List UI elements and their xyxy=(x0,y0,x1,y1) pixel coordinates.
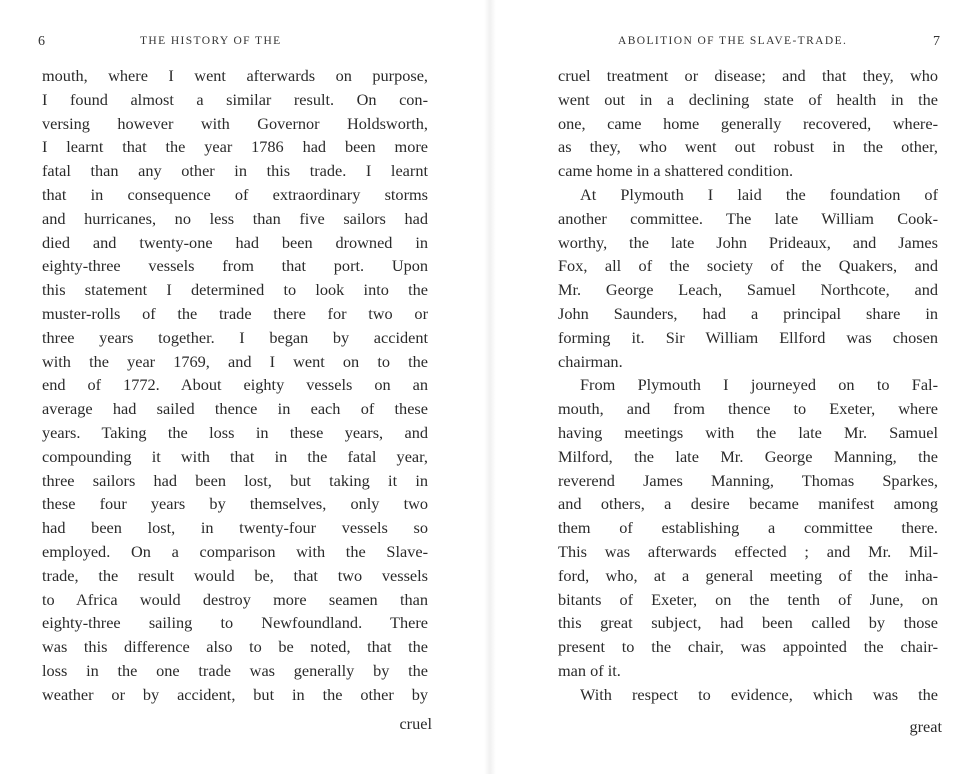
text-line: employed. On a comparison with the Slave- xyxy=(42,541,428,561)
text-line: I learnt that the year 1786 had been more xyxy=(42,137,428,157)
text-line: this great subject, had been called by those xyxy=(558,613,938,633)
text-line: fatal than any other in this trade. I learnt xyxy=(42,161,428,181)
right-page-number: 7 xyxy=(933,34,940,49)
text-line: and others, a desire became manifest among xyxy=(558,494,938,514)
text-line: muster-rolls of the trade there for two or xyxy=(42,303,428,323)
left-page xyxy=(0,0,480,774)
text-line: one, came home generally recovered, where- xyxy=(558,113,938,133)
left-running-head: THE HISTORY OF THE xyxy=(140,35,282,47)
text-line: mouth, and from thence to Exeter, where xyxy=(558,399,938,419)
text-line: eighty-three sailing to Newfoundland. There xyxy=(42,613,428,633)
text-line: compounding it with that in the fatal year, xyxy=(42,446,428,466)
text-line: present to the chair, was appointed the chair- xyxy=(558,637,938,657)
right-page-header xyxy=(560,34,950,52)
right-running-head: ABOLITION OF THE SLAVE-TRADE. xyxy=(618,35,848,47)
text-line: versing however with Governor Holdsworth, xyxy=(42,113,428,133)
text-line: three sailors had been lost, but taking it in xyxy=(42,470,428,490)
left-catchword: cruel xyxy=(399,714,432,733)
text-line: mouth, where I went afterwards on purpose, xyxy=(42,66,428,85)
text-line: man of it. xyxy=(558,660,621,680)
right-page-text xyxy=(558,64,938,707)
text-line: another committee. The late William Cook- xyxy=(558,208,938,228)
text-line: From Plymouth I journeyed on to Fal- xyxy=(580,375,938,395)
text-line: them of establishing a committee there. xyxy=(558,518,938,538)
text-line: Milford, the late Mr. George Manning, the xyxy=(558,446,938,466)
text-line: Fox, all of the society of the Quakers, and xyxy=(558,256,938,276)
text-line: chairman. xyxy=(558,351,623,371)
text-line: loss in the one trade was generally by the xyxy=(42,660,428,680)
left-page-header xyxy=(38,34,458,52)
text-line: bitants of Exeter, on the tenth of June, on xyxy=(558,589,938,609)
text-line: This was afterwards effected ; and Mr. Mil- xyxy=(558,541,938,561)
text-line: I found almost a similar result. On con- xyxy=(42,89,428,109)
text-line: forming it. Sir William Ellford was chosen xyxy=(558,327,938,347)
text-line: having meetings with the late Mr. Samuel xyxy=(558,422,938,442)
text-line: came home in a shattered condition. xyxy=(558,161,794,181)
book-gutter xyxy=(484,0,496,774)
text-line: Mr. George Leach, Samuel Northcote, and xyxy=(558,280,938,300)
text-line: years. Taking the loss in these years, and xyxy=(42,422,428,442)
text-line: trade, the result would be, that two vessels xyxy=(42,565,428,585)
text-line: went out in a declining state of health in the xyxy=(558,89,938,109)
text-line: With respect to evidence, which was the xyxy=(580,684,938,704)
text-line: cruel treatment or disease; and that they, who xyxy=(558,66,938,85)
text-line: was this difference also to be noted, that the xyxy=(42,637,428,657)
text-line: these four years by themselves, only two xyxy=(42,494,428,514)
text-line: three years together. I began by accident xyxy=(42,327,428,347)
text-line: eighty-three vessels from that port. Upon xyxy=(42,256,428,276)
text-line: weather or by accident, but in the other by xyxy=(42,684,428,704)
text-line: died and twenty-one had been drowned in xyxy=(42,232,428,252)
text-line: to Africa would destroy more seamen than xyxy=(42,589,428,609)
right-catchword: great xyxy=(909,717,942,736)
text-line: as they, who went out robust in the other, xyxy=(558,137,938,157)
right-page xyxy=(500,0,980,774)
text-line: average had sailed thence in each of these xyxy=(42,399,428,419)
text-line: this statement I determined to look into the xyxy=(42,280,428,300)
text-line: and hurricanes, no less than five sailors had xyxy=(42,208,428,228)
text-line: with the year 1769, and I went on to the xyxy=(42,351,428,371)
text-line: At Plymouth I laid the foundation of xyxy=(580,184,938,204)
text-line: worthy, the late John Prideaux, and James xyxy=(558,232,938,252)
left-page-number: 6 xyxy=(38,34,45,49)
text-line: end of 1772. About eighty vessels on an xyxy=(42,375,428,395)
text-line: John Saunders, had a principal share in xyxy=(558,303,938,323)
text-line: had been lost, in twenty-four vessels so xyxy=(42,518,428,538)
text-line: reverend James Manning, Thomas Sparkes, xyxy=(558,470,938,490)
text-line: that in consequence of extraordinary storms xyxy=(42,184,428,204)
text-line: ford, who, at a general meeting of the inha- xyxy=(558,565,938,585)
left-page-text xyxy=(42,64,428,707)
